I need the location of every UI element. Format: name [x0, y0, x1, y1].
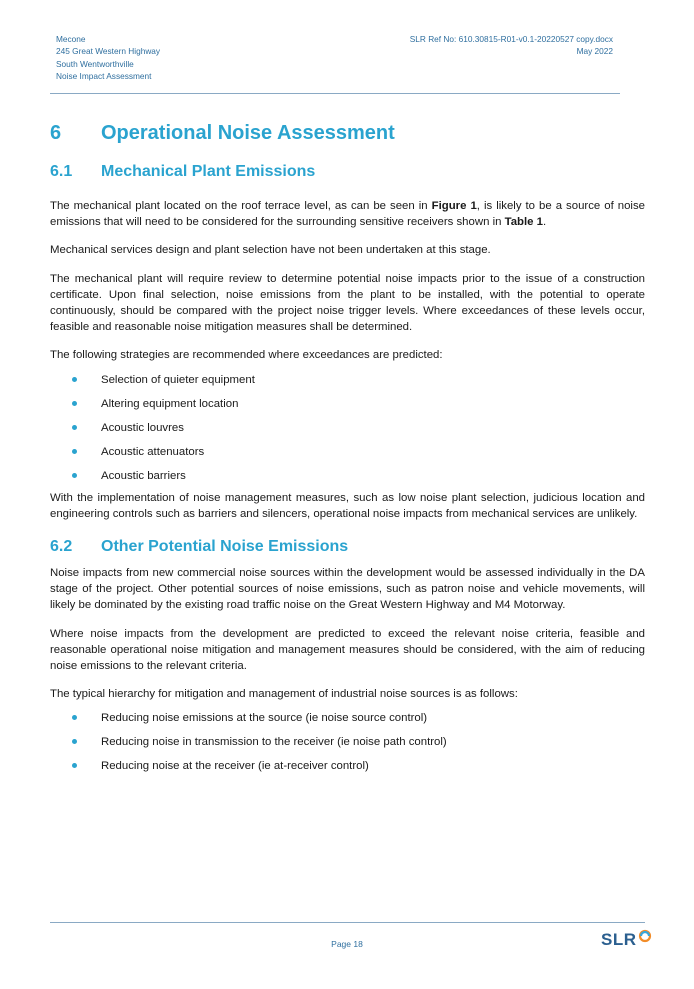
header-client: Mecone	[56, 34, 86, 44]
section-6-2-paragraph-3: The typical hierarchy for mitigation and management of industrial noise sources is as follows:	[50, 688, 518, 701]
bullet-icon	[72, 425, 77, 430]
list-item: Selection of quieter equipment	[50, 372, 645, 396]
section-6-1-number: 6.1	[50, 163, 73, 180]
section-6-2-number: 6.2	[50, 538, 73, 556]
section-6-2-paragraph-1: Noise impacts from new commercial noise sources within the development would be assessed individually in the DA stage of the project. Other potential sources of noise emissions, such as patron noise and vehicle movements, will likely be dominated by the existing road traffic noise on the Great Western Highway and M4 Motorway.	[50, 567, 645, 612]
section-6-1-heading	[50, 160, 645, 184]
section-6-1-paragraph-1: The mechanical plant located on the roof terrace level, as can be seen in Figure 1, is likely to be a source of noise emissions that will need to be considered for the surrounding sensitive receivers shown in Table 1.	[50, 200, 645, 229]
page-number: Page 18	[331, 939, 363, 949]
slr-logo	[601, 930, 652, 950]
bullet-icon	[72, 401, 77, 406]
section-6-heading	[50, 116, 645, 150]
header-right	[410, 33, 613, 58]
logo-swirl-icon	[638, 929, 652, 943]
list-item: Acoustic attenuators	[50, 444, 645, 468]
page-content	[50, 116, 645, 782]
bullet-icon	[72, 377, 77, 382]
header-date: May 2022	[576, 46, 613, 57]
section-6-1-strategy-list	[50, 372, 645, 484]
section-6-1-paragraph-3: The mechanical plant will require review to determine potential noise impacts prior to the issue of a construction certificate. Upon final selection, noise emissions from the plant to be installed, with the potential to operate continuously, should be compared with the project noise trigger levels. Where exceedances of these levels occur, feasible and reasonable noise mitigation measures shall be determined.	[50, 272, 645, 334]
section-6-1-paragraph-2: Mechanical services design and plant selection have not been undertaken at this stage.	[50, 244, 491, 257]
header-rule	[50, 93, 620, 94]
list-item: Reducing noise in transmission to the receiver (ie noise path control)	[50, 734, 645, 758]
section-6-2-paragraph-2: Where noise impacts from the development are predicted to exceed the relevant noise criteria, feasible and reasonable operational noise mitigation and management measures should be considered, with the aim of reducing noise emissions to the relevant criteria.	[50, 627, 645, 673]
list-item: Acoustic louvres	[50, 420, 645, 444]
list-item: Reducing noise emissions at the source (ie noise source control)	[50, 710, 645, 734]
list-item: Acoustic barriers	[50, 468, 645, 484]
header-left	[56, 33, 160, 82]
bullet-icon	[72, 739, 77, 744]
section-6-2-title: Other Potential Noise Emissions	[101, 538, 349, 556]
bullet-icon	[72, 449, 77, 454]
section-6-2-hierarchy-list	[50, 710, 645, 782]
section-6-2-heading	[50, 535, 645, 559]
list-item: Reducing noise at the receiver (ie at-receiver control)	[50, 758, 645, 782]
header-ref: SLR Ref No: 610.30815-R01-v0.1-20220527 copy.docx	[409, 34, 613, 44]
bullet-icon	[72, 473, 77, 478]
section-6-1-title: Mechanical Plant Emissions	[101, 163, 316, 180]
section-6-1-paragraph-4: The following strategies are recommended where exceedances are predicted:	[50, 349, 443, 362]
header-suburb: South Wentworthville	[56, 58, 134, 69]
header-report-title: Noise Impact Assessment	[56, 70, 152, 81]
section-6-title: Operational Noise Assessment	[101, 121, 395, 144]
bullet-icon	[72, 715, 77, 720]
section-6-1-paragraph-5: With the implementation of noise management measures, such as low noise plant selection, judicious location and engineering controls such as barriers and silencers, operational noise impacts from mechanical services are unlikely.	[50, 491, 645, 520]
logo-text: SLR	[601, 930, 637, 949]
figure-1-reference: Figure 1	[431, 200, 477, 212]
table-1-reference: Table 1	[504, 216, 544, 229]
list-item: Altering equipment location	[50, 396, 645, 420]
header-address: 245 Great Western Highway	[56, 46, 161, 57]
bullet-icon	[72, 763, 77, 768]
footer-rule	[50, 922, 645, 923]
section-6-number: 6	[50, 121, 62, 144]
